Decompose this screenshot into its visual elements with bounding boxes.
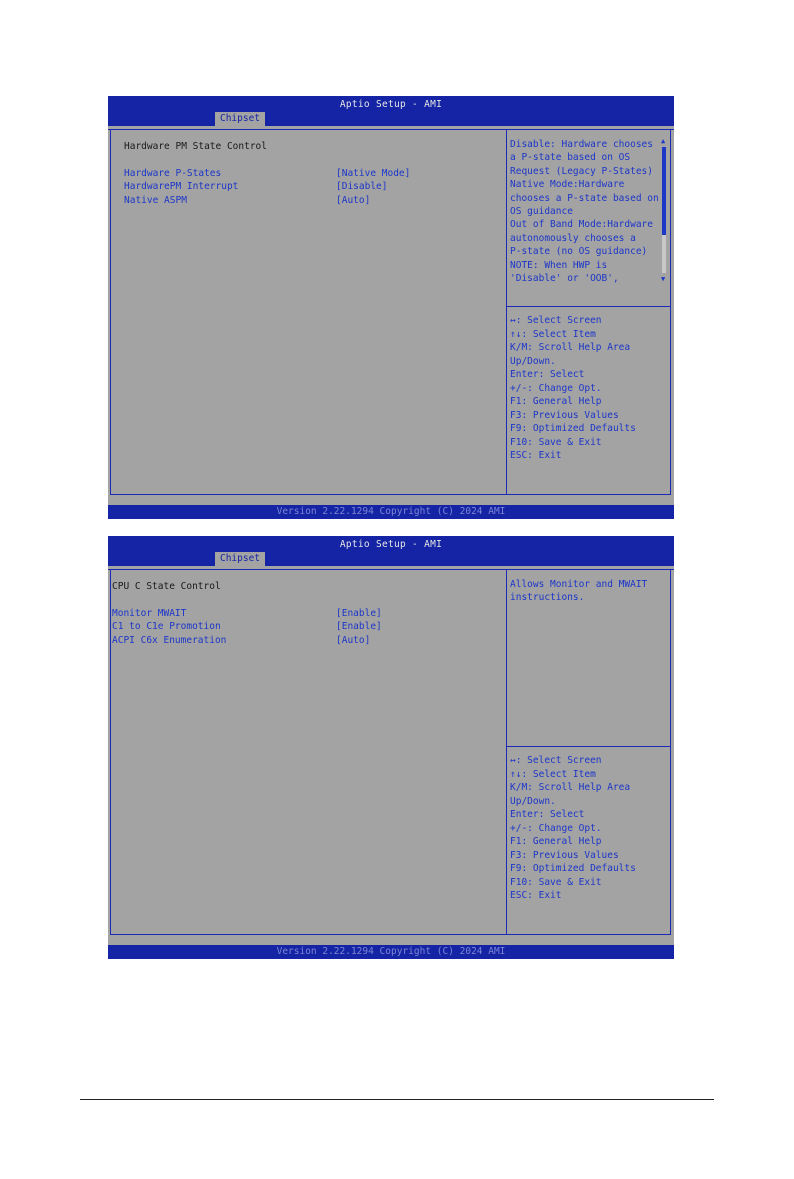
setting-value[interactable]: [Enable] [336,621,382,633]
setting-value[interactable]: [Auto] [336,634,371,646]
frame-left [110,129,111,495]
setting-value[interactable]: [Native Mode] [336,168,411,179]
help-line: autonomously chooses a [510,232,636,244]
scroll-up-icon[interactable]: ▲ [661,137,666,145]
setting-label: C1 to C1e Promotion [112,621,221,633]
bios-header [108,96,674,126]
setting-label: HardwarePM Interrupt [124,181,239,193]
key-line: Enter: Select [510,809,585,820]
key-line: ESC: Exit [510,890,562,901]
bios-title: Aptio Setup - AMI [339,99,443,110]
key-line: Enter: Select [510,369,585,380]
key-line: F10: Save & Exit [510,436,602,448]
setting-acpi-c6x-enumeration[interactable] [112,634,492,647]
help-line: a P-state based on OS [510,152,631,164]
help-divider [506,306,670,307]
help-line: Request (Legacy P-States) [510,165,653,177]
bios-body [108,126,674,505]
tab-chipset[interactable]: Chipset [215,552,265,566]
help-divider [506,746,670,747]
help-line: Native Mode:Hardware [510,179,625,191]
bios-header [108,536,674,566]
key-line: F3: Previous Values [510,409,619,421]
key-line: ↑↓: Select Item [510,328,596,340]
key-line: +/-: Change Opt. [510,382,602,394]
setting-value[interactable]: [Auto] [336,194,371,206]
main-pane [124,140,504,207]
setting-hardware-p-states[interactable] [124,167,504,180]
bios-footer: Version 2.22.1294 Copyright (C) 2024 AMI [108,945,674,959]
key-legend [510,314,666,463]
key-line: F1: General Help [510,836,602,847]
bios-footer: Version 2.22.1294 Copyright (C) 2024 AMI [108,505,674,519]
frame-top [108,569,674,570]
key-legend [510,754,666,903]
help-text [510,138,662,285]
key-line: F9: Optimized Defaults [510,423,636,434]
help-line: NOTE: When HWP is [510,259,608,271]
pane-divider [506,129,507,495]
frame-top [108,129,674,130]
help-line: Allows Monitor and MWAIT [510,579,648,590]
frame-right [670,129,671,495]
key-line: ESC: Exit [510,450,562,461]
bios-title: Aptio Setup - AMI [339,539,443,550]
setting-label: Native ASPM [124,194,187,206]
setting-native-aspm[interactable] [124,194,504,207]
section-title: Hardware PM State Control [124,141,267,152]
bios-screen-hardware-pm [108,96,674,519]
key-line: K/M: Scroll Help Area [510,342,631,353]
tab-chipset[interactable]: Chipset [215,112,265,126]
setting-hardwarepm-interrupt[interactable] [124,180,504,193]
help-line: Out of Band Mode:Hardware [510,219,653,231]
setting-label: Monitor MWAIT [112,608,187,619]
key-line: ↔: Select Screen [510,755,602,766]
key-line: Up/Down. [510,355,556,367]
scroll-down-icon[interactable]: ▼ [661,275,666,283]
key-line: F9: Optimized Defaults [510,863,636,874]
setting-label: Hardware P-States [124,168,222,179]
help-line: OS guidance [510,205,573,217]
key-line: F10: Save & Exit [510,876,602,888]
scroll-thumb[interactable] [662,147,666,235]
help-line: 'Disable' or 'OOB', [510,272,619,284]
page-footer-rule [80,1099,714,1100]
help-line: instructions. [510,592,585,604]
setting-label: ACPI C6x Enumeration [112,634,227,646]
key-line: ↑↓: Select Item [510,768,596,780]
key-line: ↔: Select Screen [510,315,602,326]
help-line: P-state (no OS guidance) [510,246,648,258]
help-line: chooses a P-state based on [510,192,659,204]
key-line: F3: Previous Values [510,849,619,861]
key-line: K/M: Scroll Help Area [510,782,631,793]
pane-divider [506,569,507,935]
help-text [510,578,662,605]
frame-bottom [110,494,671,495]
setting-c1-to-c1e-promotion[interactable] [112,620,492,633]
key-line: Up/Down. [510,795,556,807]
section-title: CPU C State Control [112,581,221,592]
frame-bottom [110,934,671,935]
main-pane [112,580,492,647]
frame-left [110,569,111,935]
key-line: F1: General Help [510,396,602,407]
setting-monitor-mwait[interactable] [112,607,492,620]
setting-value[interactable]: [Enable] [336,608,382,619]
help-line: Disable: Hardware chooses [510,139,653,150]
bios-screen-cpu-c-state [108,536,674,959]
frame-right [670,569,671,935]
bios-body [108,566,674,945]
key-line: +/-: Change Opt. [510,822,602,834]
setting-value[interactable]: [Disable] [336,181,388,193]
help-scrollbar[interactable] [661,138,667,283]
